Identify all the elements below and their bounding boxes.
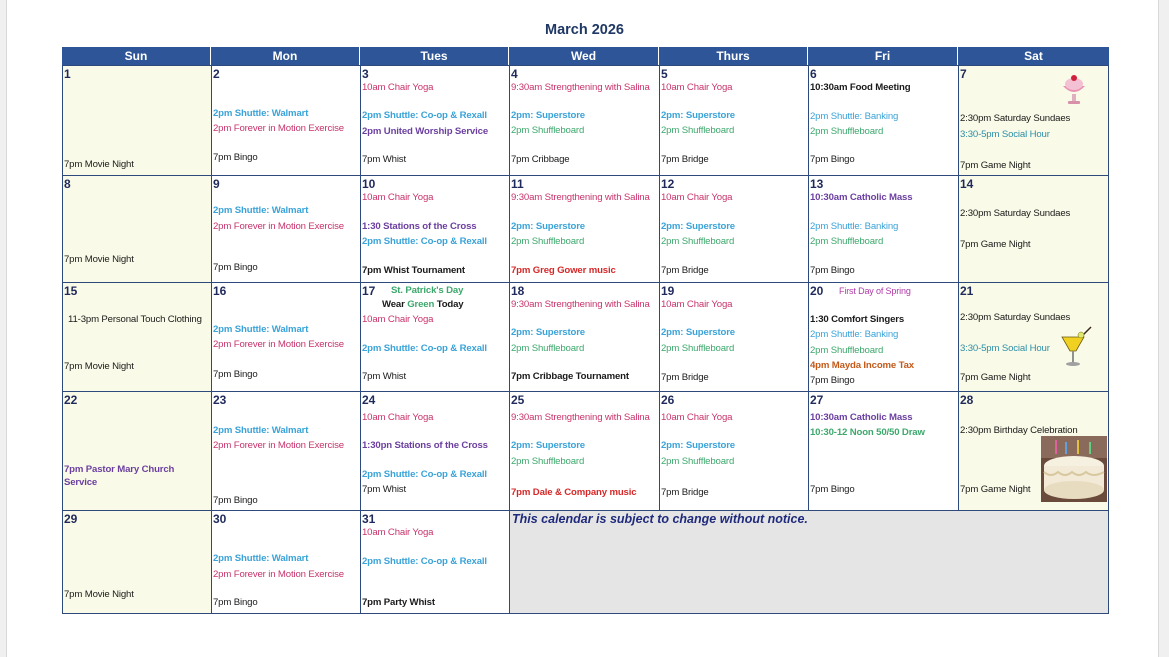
event: 2pm Shuttle: Co-op & Rexall xyxy=(362,469,487,480)
event: 10am Chair Yoga xyxy=(362,314,434,325)
event: 2pm Shuffleboard xyxy=(661,456,735,467)
header-sun: Sun xyxy=(62,47,211,65)
event: 2pm Shuttle: Walmart xyxy=(213,425,309,436)
date-number: 14 xyxy=(960,177,974,191)
event: 2pm Shuffleboard xyxy=(511,456,585,467)
event: 1:30pn Stations of the Cross xyxy=(362,440,488,451)
date-number: 23 xyxy=(213,393,227,407)
event: 2pm Forever in Motion Exercise xyxy=(213,440,344,451)
event: 2pm: Superstore xyxy=(661,110,735,121)
event: 10am Chair Yoga xyxy=(362,82,434,93)
day-cell-16 xyxy=(211,282,361,392)
event: 7pm Dale & Company music xyxy=(511,487,637,498)
date-number: 16 xyxy=(213,284,227,298)
day-cell-12 xyxy=(659,175,809,283)
event: 2pm Shuffleboard xyxy=(661,343,735,354)
event: 4pm Mayda Income Tax xyxy=(810,360,914,371)
event: 9:30am Strengthening with Salina xyxy=(511,412,650,423)
event: First Day of Spring xyxy=(839,286,911,296)
event: 2pm: Superstore xyxy=(511,110,585,121)
event: 3:30-5pm Social Hour xyxy=(960,343,1050,354)
event: 7pm Greg Gower music xyxy=(511,265,616,276)
event: 10am Chair Yoga xyxy=(362,527,434,538)
day-cell-11 xyxy=(509,175,660,283)
event: 2pm Shuttle: Walmart xyxy=(213,553,309,564)
event: 2pm: Superstore xyxy=(511,327,585,338)
event: 2pm United Worship Service xyxy=(362,126,489,137)
event-text: Wear xyxy=(382,299,405,310)
day-cell-7 xyxy=(958,65,1109,176)
event: 7pm Bridge xyxy=(661,372,709,383)
event: 7pm Bingo xyxy=(810,484,855,495)
birthday-cake-icon xyxy=(1041,436,1107,502)
day-cell-3 xyxy=(360,65,510,176)
event: 7pm Pastor Mary Church xyxy=(64,464,175,475)
event: 2pm Forever in Motion Exercise xyxy=(213,221,344,232)
day-cell-15 xyxy=(62,282,212,392)
day-cell-27 xyxy=(808,391,959,511)
event: 7pm Bingo xyxy=(213,495,258,506)
day-cell-1 xyxy=(62,65,212,176)
day-cell-14 xyxy=(958,175,1109,283)
event: 2:30pm Saturday Sundaes xyxy=(960,113,1071,124)
day-cell-29 xyxy=(62,510,212,614)
day-cell-13 xyxy=(808,175,959,283)
day-cell-6 xyxy=(808,65,959,176)
event: 2pm Forever in Motion Exercise xyxy=(213,339,344,350)
date-number: 17 xyxy=(362,284,376,298)
date-number: 4 xyxy=(511,67,518,81)
header-fri: Fri xyxy=(808,47,958,65)
day-cell-22 xyxy=(62,391,212,511)
date-number: 9 xyxy=(213,177,220,191)
header-tues: Tues xyxy=(360,47,509,65)
event: 2pm Shuttle: Walmart xyxy=(213,324,309,335)
event: 10am Chair Yoga xyxy=(362,192,434,203)
day-cell-25 xyxy=(509,391,660,511)
date-number: 5 xyxy=(661,67,668,81)
event: 2pm: Superstore xyxy=(511,221,585,232)
event: 7pm Party Whist xyxy=(362,597,435,608)
notice-cell xyxy=(509,510,1109,614)
date-number: 2 xyxy=(213,67,220,81)
event: 11-3pm Personal Touch Clothing xyxy=(68,314,202,325)
date-number: 25 xyxy=(511,393,525,407)
day-cell-26 xyxy=(659,391,809,511)
day-cell-2 xyxy=(211,65,361,176)
event: 7pm Movie Night xyxy=(64,589,134,600)
event: 10am Chair Yoga xyxy=(661,82,733,93)
event: 2pm Shuffleboard xyxy=(511,236,585,247)
event-text: Green xyxy=(407,299,435,310)
day-cell-4 xyxy=(509,65,660,176)
event: 1:30 Comfort Singers xyxy=(810,314,905,325)
event: 2pm: Superstore xyxy=(661,440,735,451)
date-number: 19 xyxy=(661,284,675,298)
event: 10:30am Catholic Mass xyxy=(810,412,913,423)
date-number: 8 xyxy=(64,177,71,191)
date-number: 28 xyxy=(960,393,974,407)
date-number: 10 xyxy=(362,177,376,191)
event: 2pm Shuttle: Banking xyxy=(810,221,899,232)
date-number: 30 xyxy=(213,512,227,526)
sundae-icon xyxy=(1059,72,1089,106)
date-number: 21 xyxy=(960,284,974,298)
notice-text: This calendar is subject to change without notice. xyxy=(512,512,808,526)
event: 2:30pm Birthday Celebration xyxy=(960,425,1078,436)
event: 2pm Shuffleboard xyxy=(810,126,884,137)
event: 7pm Whist xyxy=(362,371,406,382)
event-text: Today xyxy=(436,299,464,310)
day-cell-19 xyxy=(659,282,809,392)
day-cell-18 xyxy=(509,282,660,392)
event: 2pm Shuttle: Co-op & Rexall xyxy=(362,343,487,354)
event: 2pm Forever in Motion Exercise xyxy=(213,123,344,134)
date-number: 22 xyxy=(64,393,78,407)
day-cell-21 xyxy=(958,282,1109,392)
event: 2pm Shuffleboard xyxy=(661,236,735,247)
date-number: 3 xyxy=(362,67,369,81)
cocktail-icon xyxy=(1059,325,1093,369)
day-cell-9 xyxy=(211,175,361,283)
date-number: 1 xyxy=(64,67,71,81)
event: 7pm Movie Night xyxy=(64,361,134,372)
event: 2pm: Superstore xyxy=(661,327,735,338)
event: 7pm Whist Tournament xyxy=(362,265,465,276)
event: 7pm Bridge xyxy=(661,487,709,498)
event: 9:30am Strengthening with Salina xyxy=(511,299,650,310)
event: 7pm Movie Night xyxy=(64,159,134,170)
day-cell-30 xyxy=(211,510,361,614)
date-number: 15 xyxy=(64,284,78,298)
event: 2pm Shuffleboard xyxy=(661,125,735,136)
day-cell-5 xyxy=(659,65,809,176)
event: St. Patrick's Day xyxy=(391,285,464,296)
event: 7pm Bridge xyxy=(661,154,709,165)
event: 2pm Shuffleboard xyxy=(511,125,585,136)
event: 7pm Bridge xyxy=(661,265,709,276)
event: 2pm: Superstore xyxy=(661,221,735,232)
event: 2pm Shuttle: Banking xyxy=(810,329,899,340)
date-number: 11 xyxy=(511,177,524,191)
event: 9:30am Strengthening with Salina xyxy=(511,192,650,203)
event: 7pm Game Night xyxy=(960,372,1031,383)
event: 10:30am Food Meeting xyxy=(810,82,911,93)
event: Service xyxy=(64,477,98,488)
date-number: 31 xyxy=(362,512,376,526)
event: 2pm: Superstore xyxy=(511,440,585,451)
day-cell-31 xyxy=(360,510,510,614)
event: 7pm Game Night xyxy=(960,160,1031,171)
event: 2:30pm Saturday Sundaes xyxy=(960,208,1071,219)
event-wear-green xyxy=(382,299,464,310)
event: 7pm Cribbage xyxy=(511,154,570,165)
date-number: 20 xyxy=(810,284,824,298)
event: 10am Chair Yoga xyxy=(661,412,733,423)
event: 7pm Game Night xyxy=(960,484,1031,495)
header-sat: Sat xyxy=(958,47,1109,65)
event: 7pm Whist xyxy=(362,154,406,165)
event: 2pm Forever in Motion Exercise xyxy=(213,569,344,580)
event: 2pm Shuttle: Co-op & Rexall xyxy=(362,236,487,247)
date-number: 7 xyxy=(960,67,967,81)
event: 7pm Bingo xyxy=(213,262,258,273)
event: 7pm Bingo xyxy=(213,597,258,608)
event: 2:30pm Saturday Sundaes xyxy=(960,312,1071,323)
date-number: 13 xyxy=(810,177,824,191)
event: 1:30 Stations of the Cross xyxy=(362,221,477,232)
day-cell-28 xyxy=(958,391,1109,511)
event: 2pm Shuffleboard xyxy=(511,343,585,354)
event: 7pm Movie Night xyxy=(64,254,134,265)
event: 7pm Bingo xyxy=(213,152,258,163)
event: 10am Chair Yoga xyxy=(362,412,434,423)
date-number: 27 xyxy=(810,393,824,407)
event: 7pm Whist xyxy=(362,484,406,495)
event: 2pm Shuffleboard xyxy=(810,345,884,356)
day-cell-23 xyxy=(211,391,361,511)
date-number: 18 xyxy=(511,284,525,298)
day-cell-24 xyxy=(360,391,510,511)
event: 2pm Shuttle: Walmart xyxy=(213,108,309,119)
event: 10am Chair Yoga xyxy=(661,192,733,203)
day-cell-17 xyxy=(360,282,510,392)
event: 7pm Cribbage Tournament xyxy=(511,371,629,382)
header-thurs: Thurs xyxy=(659,47,808,65)
event: 10am Chair Yoga xyxy=(661,299,733,310)
date-number: 12 xyxy=(661,177,675,191)
date-number: 29 xyxy=(64,512,78,526)
day-cell-10 xyxy=(360,175,510,283)
event: 9:30am Strengthening with Salina xyxy=(511,82,650,93)
event: 2pm Shuttle: Banking xyxy=(810,111,899,122)
day-cell-8 xyxy=(62,175,212,283)
event: 10:30am Catholic Mass xyxy=(810,192,913,203)
date-number: 26 xyxy=(661,393,675,407)
event: 7pm Bingo xyxy=(213,369,258,380)
header-wed: Wed xyxy=(509,47,659,65)
calendar-grid xyxy=(62,47,1109,614)
day-cell-20 xyxy=(808,282,959,392)
header-mon: Mon xyxy=(211,47,360,65)
event: 2pm Shuffleboard xyxy=(810,236,884,247)
date-number: 6 xyxy=(810,67,817,81)
event: 7pm Game Night xyxy=(960,239,1031,250)
event: 10:30-12 Noon 50/50 Draw xyxy=(810,427,925,438)
event: 2pm Shuttle: Co-op & Rexall xyxy=(362,110,487,121)
date-number: 24 xyxy=(362,393,376,407)
event: 2pm Shuttle: Co-op & Rexall xyxy=(362,556,487,567)
event: 2pm Shuttle: Walmart xyxy=(213,205,309,216)
event: 7pm Bingo xyxy=(810,375,855,386)
event: 3:30-5pm Social Hour xyxy=(960,129,1050,140)
calendar-title: March 2026 xyxy=(545,22,624,38)
event: 7pm Bingo xyxy=(810,154,855,165)
event: 7pm Bingo xyxy=(810,265,855,276)
